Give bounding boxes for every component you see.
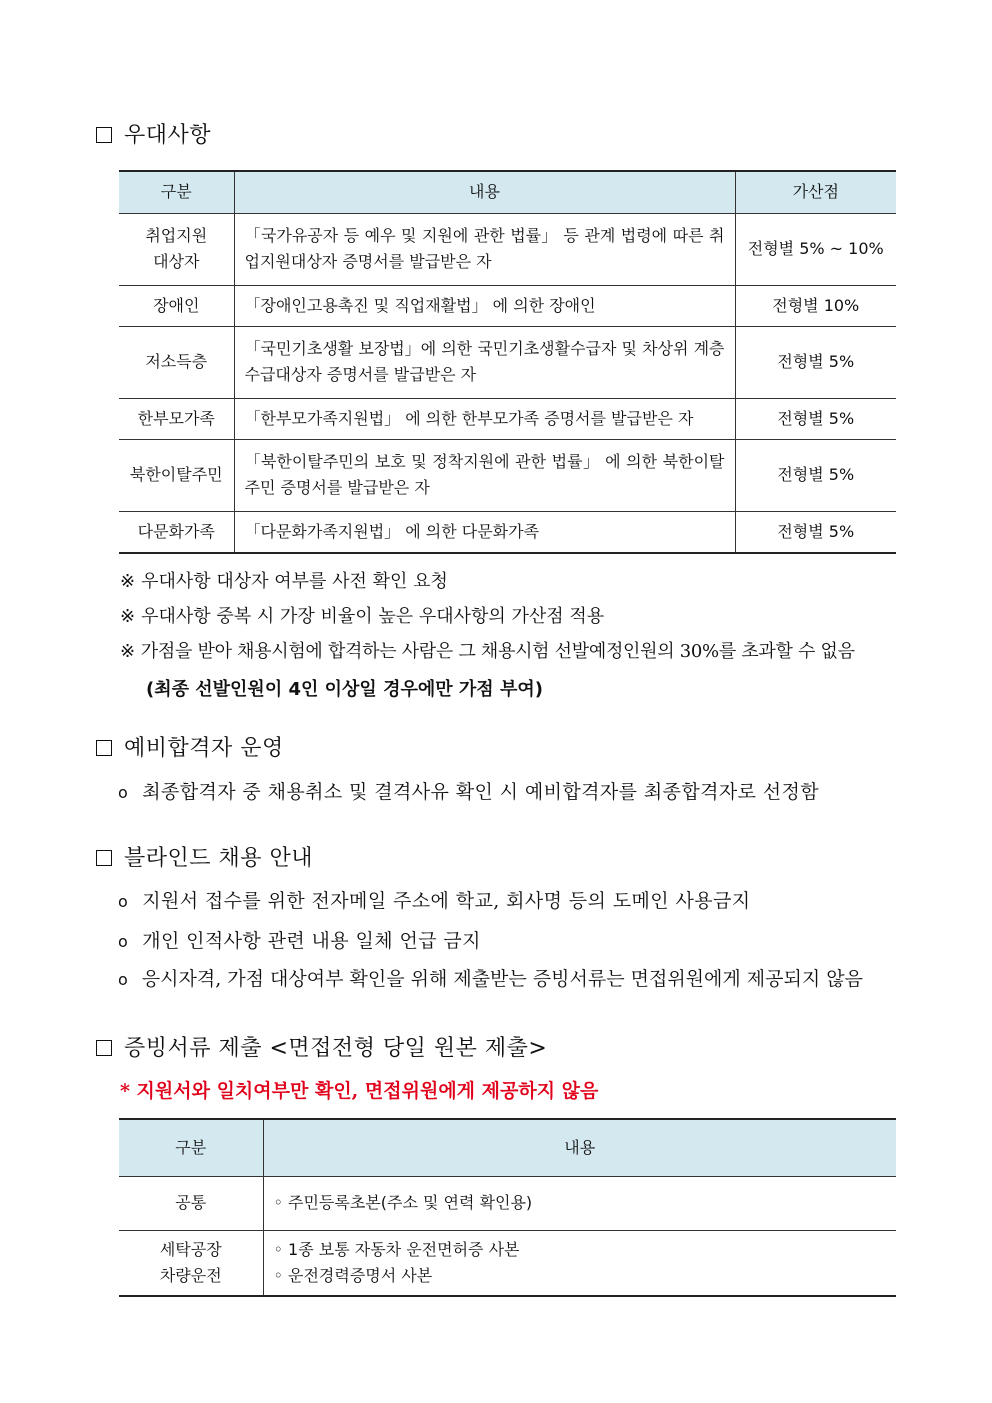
checkbox-square-icon	[96, 127, 112, 143]
row-category: 장애인	[119, 285, 234, 326]
doc-item: ◦ 운전경력증명서 사본	[273, 1265, 433, 1285]
header-content: 내용	[263, 1119, 896, 1176]
header-category: 구분	[119, 1119, 263, 1176]
bullet-icon: o	[118, 783, 129, 802]
table-header-row	[119, 171, 896, 213]
header-points: 가산점	[735, 171, 896, 213]
section-heading-reserve: 예비합격자 운영	[96, 735, 284, 763]
row-content: 「장애인고용촉진 및 직업재활법」 에 의한 장애인	[234, 285, 735, 326]
table-row	[119, 326, 896, 398]
row-category: 다문화가족	[119, 511, 234, 553]
row-category: 저소득층	[119, 326, 234, 398]
row-content	[263, 1176, 896, 1230]
row-points: 전형별 5%	[735, 326, 896, 398]
bullet-icon: o	[118, 932, 129, 951]
section-heading-blind: 블라인드 채용 안내	[96, 845, 313, 873]
bullet-icon: o	[118, 970, 128, 989]
table-row	[119, 285, 896, 326]
row-points: 전형별 10%	[735, 285, 896, 326]
row-content	[263, 1230, 896, 1296]
note-item: ※ 우대사항 대상자 여부를 사전 확인 요청	[120, 571, 448, 592]
section-heading-preferential: 우대사항	[96, 122, 211, 150]
documents-table	[119, 1118, 896, 1297]
red-warning-note: * 지원서와 일치여부만 확인, 면접위원에게 제공하지 않음	[120, 1080, 599, 1102]
list-item: o 개인 인적사항 관련 내용 일체 언급 금지	[118, 930, 481, 952]
note-item: ※ 우대사항 중복 시 가장 비율이 높은 우대사항의 가산점 적용	[120, 606, 605, 627]
note-item: ※ 가점을 받아 채용시험에 합격하는 사람은 그 채용시험 선발예정인원의 30%를 초과할 수 없음	[120, 641, 855, 662]
checkbox-square-icon	[96, 740, 112, 756]
table-header-row	[119, 1119, 896, 1176]
checkbox-square-icon	[96, 1040, 112, 1056]
doc-item: ◦ 주민등록초본(주소 및 연력 확인용)	[273, 1193, 533, 1212]
row-content: 「다문화가족지원법」 에 의한 다문화가족	[234, 511, 735, 553]
table-row	[119, 213, 896, 285]
table-row	[119, 398, 896, 439]
row-points: 전형별 5%	[735, 511, 896, 553]
table-row	[119, 439, 896, 511]
bullet-icon: o	[118, 892, 129, 911]
row-content: 「북한이탈주민의 보호 및 정착지원에 관한 법률」 에 의한 북한이탈주민 증명서를 발급받은 자	[234, 439, 735, 511]
row-points: 전형별 5% ~ 10%	[735, 213, 896, 285]
section-heading-documents: 증빙서류 제출 <면접전형 당일 원본 제출>	[96, 1035, 547, 1063]
row-content: 「국민기초생활 보장법」에 의한 국민기초생활수급자 및 차상위 계층 수급대상자 증명서를 발급받은 자	[234, 326, 735, 398]
doc-item: ◦ 1종 보통 자동차 운전면허증 사본	[273, 1239, 520, 1259]
list-item: o 지원서 접수를 위한 전자메일 주소에 학교, 회사명 등의 도메인 사용금지	[118, 890, 751, 912]
preferential-table	[119, 170, 896, 554]
reference-mark-icon: ※	[120, 641, 135, 662]
row-points: 전형별 5%	[735, 439, 896, 511]
reference-mark-icon: ※	[120, 606, 136, 627]
bold-note: (최종 선발인원이 4인 이상일 경우에만 가점 부여)	[146, 679, 543, 700]
row-category: 공통	[119, 1176, 263, 1230]
row-content: 「한부모가족지원법」 에 의한 한부모가족 증명서를 발급받은 자	[234, 398, 735, 439]
row-category: 북한이탈주민	[119, 439, 234, 511]
reference-mark-icon: ※	[120, 571, 136, 592]
list-item: o 응시자격, 가점 대상여부 확인을 위해 제출받는 증빙서류는 면접위원에게 제공되지 않음	[118, 968, 863, 990]
row-category: 세탁공장 차량운전	[119, 1230, 263, 1296]
header-category: 구분	[119, 171, 234, 213]
row-category: 한부모가족	[119, 398, 234, 439]
table-row	[119, 1230, 896, 1296]
checkbox-square-icon	[96, 850, 112, 866]
table-row	[119, 511, 896, 553]
row-content: 「국가유공자 등 예우 및 지원에 관한 법률」 등 관계 법령에 따른 취업지원대상자 증명서를 발급받은 자	[234, 213, 735, 285]
row-points: 전형별 5%	[735, 398, 896, 439]
list-item: o 최종합격자 중 채용취소 및 결격사유 확인 시 예비합격자를 최종합격자로 선정함	[118, 781, 820, 803]
header-content: 내용	[234, 171, 735, 213]
row-category: 취업지원 대상자	[119, 213, 234, 285]
table-row	[119, 1176, 896, 1230]
